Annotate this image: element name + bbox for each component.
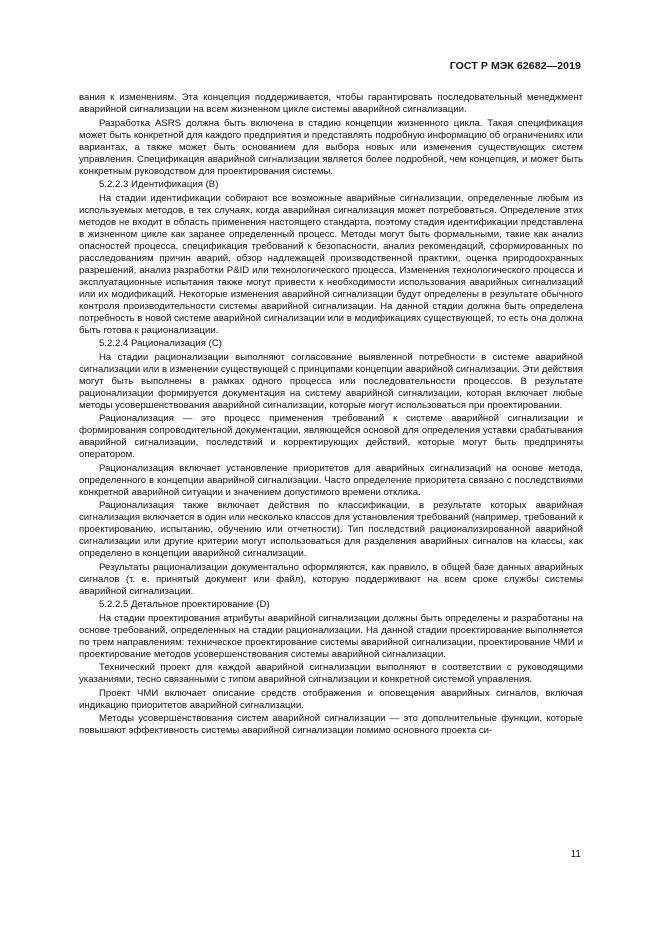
paragraph: На стадии рационализации выполняют согласование выявленной потребности в системе аварийной сигнализации или в изменении существующей с принципами концепции аварийной сигнализации. Эти действия могут быть выполнены в рамках одного процесса или последовательности процессов. В результате рационализации формируется документация на систему аварийной сигнализации, которая включает любые методы усовершенствования аварийной сигнализации, которые могут использоваться при проектировании. — [79, 351, 583, 411]
page-number: 11 — [570, 849, 581, 860]
paragraph: Результаты рационализации документально оформляются, как правило, в общей базе данных аварийных сигналов (т. е. принятый документ или файл), которую поддерживают на всем сроке службы системы аварийной сигнализации. — [79, 561, 583, 597]
paragraph: На стадии проектирования атрибуты аварийной сигнализации должны быть определены и разработаны на основе требований, определенных на стадии рационализации. На данной стадии проектирование выполняется по трем направлениям: техническое проектирование системы аварийной сигнализации, проектирование ЧМИ и проектирование методов усовершенствования системы аварийной сигнализации. — [79, 612, 583, 660]
paragraph: Разработка ASRS должна быть включена в стадию концепции жизненного цикла. Такая спецификация может быть конкретной для каждого предприятия и представлять подробную информацию об ограничениях или вариантах, а также может быть основанием для выбора новых или изменения существующих систем управления. Спецификация аварийной сигнализации является более подробной, чем концепция, и может быть конкретным руководством для проектирования системы. — [79, 117, 583, 177]
paragraph: Рационализация включает установление приоритетов для аварийных сигнализаций на основе метода, определенного в концепции аварийной сигнализации. Часто определение приоритета связано с последствиями конкретной аварийной ситуации и значением допустимого времени отклика. — [79, 462, 583, 498]
section-heading: 5.2.2.3 Идентификация (B) — [99, 179, 219, 190]
standard-header: ГОСТ Р МЭК 62682—2019 — [449, 60, 581, 72]
section-heading: 5.2.2.4 Рационализация (C) — [99, 338, 222, 349]
paragraph: Технический проект для каждой аварийной сигнализации выполняют в соответствии с руководящими указаниями, тесно связанными с типом аварийной сигнализации и конкретной системой управления. — [79, 662, 583, 685]
paragraph: Рационализация также включает действия по классификации, в результате которых аварийная сигнализация включается в один или несколько классов для установления требований (например, требований к проектированию, испытанию, обучению или отчетности). Тип последствий рационализированной аварийной сигнализации или другие критерии могут использоваться для разделения аварийных сигналов на классы, как определено в концепции аварийной сигнализации. — [79, 500, 583, 559]
paragraph: вания к изменениям. Эта концепция поддерживается, чтобы гарантировать последовательный менеджмент аварийной сигнализации на всем жизненном цикле системы аварийной сигнализации. — [79, 92, 583, 115]
paragraph: Рационализация — это процесс применения требований к системе аварийной сигнализации и формирования сопроводительной документации, являющейся основой для определения уставки срабатывания аварийной сигнализации, последствий и корректирующих действий, которые могут быть предприняты оператором. — [79, 413, 583, 460]
paragraph: На стадии идентификации собирают все возможные аварийные сигнализации, определенные любым из используемых методов, в тех случаях, когда аварийная сигнализация может потребоваться. Определение этих методов не входит в область применения настоящего стандарта, поэтому стадия идентификации представлена в жизненном цикле как заранее определенный процесс. Методы могут быть формальными, такие как анализ опасностей процесса, спецификация требований к безопасности, анализ рекомендаций, сформированных по расследованиям причин аварий, обзор надлежащей производственной практики, оценка природоохранных разрешений, анализ разработки P&ID или технологического процесса. Изменения технологического процесса и эксплуатационные испытания также могут привести к необходимости использования аварийных сигнализаций или их модификаций. Некоторые изменения аварийной сигнализации будут определены в результате обычного контроля производительности системы аварийной сигнализации. На данной стадии должна быть определена потребность в новой системе аварийной сигнализации или в модификациях существующей, то есть она должна быть готова к рационализации. — [79, 192, 583, 336]
section-heading: 5.2.2.5 Детальное проектирование (D) — [99, 599, 270, 610]
document-body — [79, 92, 583, 739]
paragraph: Методы усовершенствования систем аварийной сигнализации — это дополнительные функции, которые повышают эффективность системы аварийной сигнализации помимо основного проекта си- — [79, 713, 583, 736]
paragraph: Проект ЧМИ включает описание средств отображения и оповещения аварийных сигналов, включая индикацию приоритетов аварийной сигнализации. — [79, 687, 583, 711]
